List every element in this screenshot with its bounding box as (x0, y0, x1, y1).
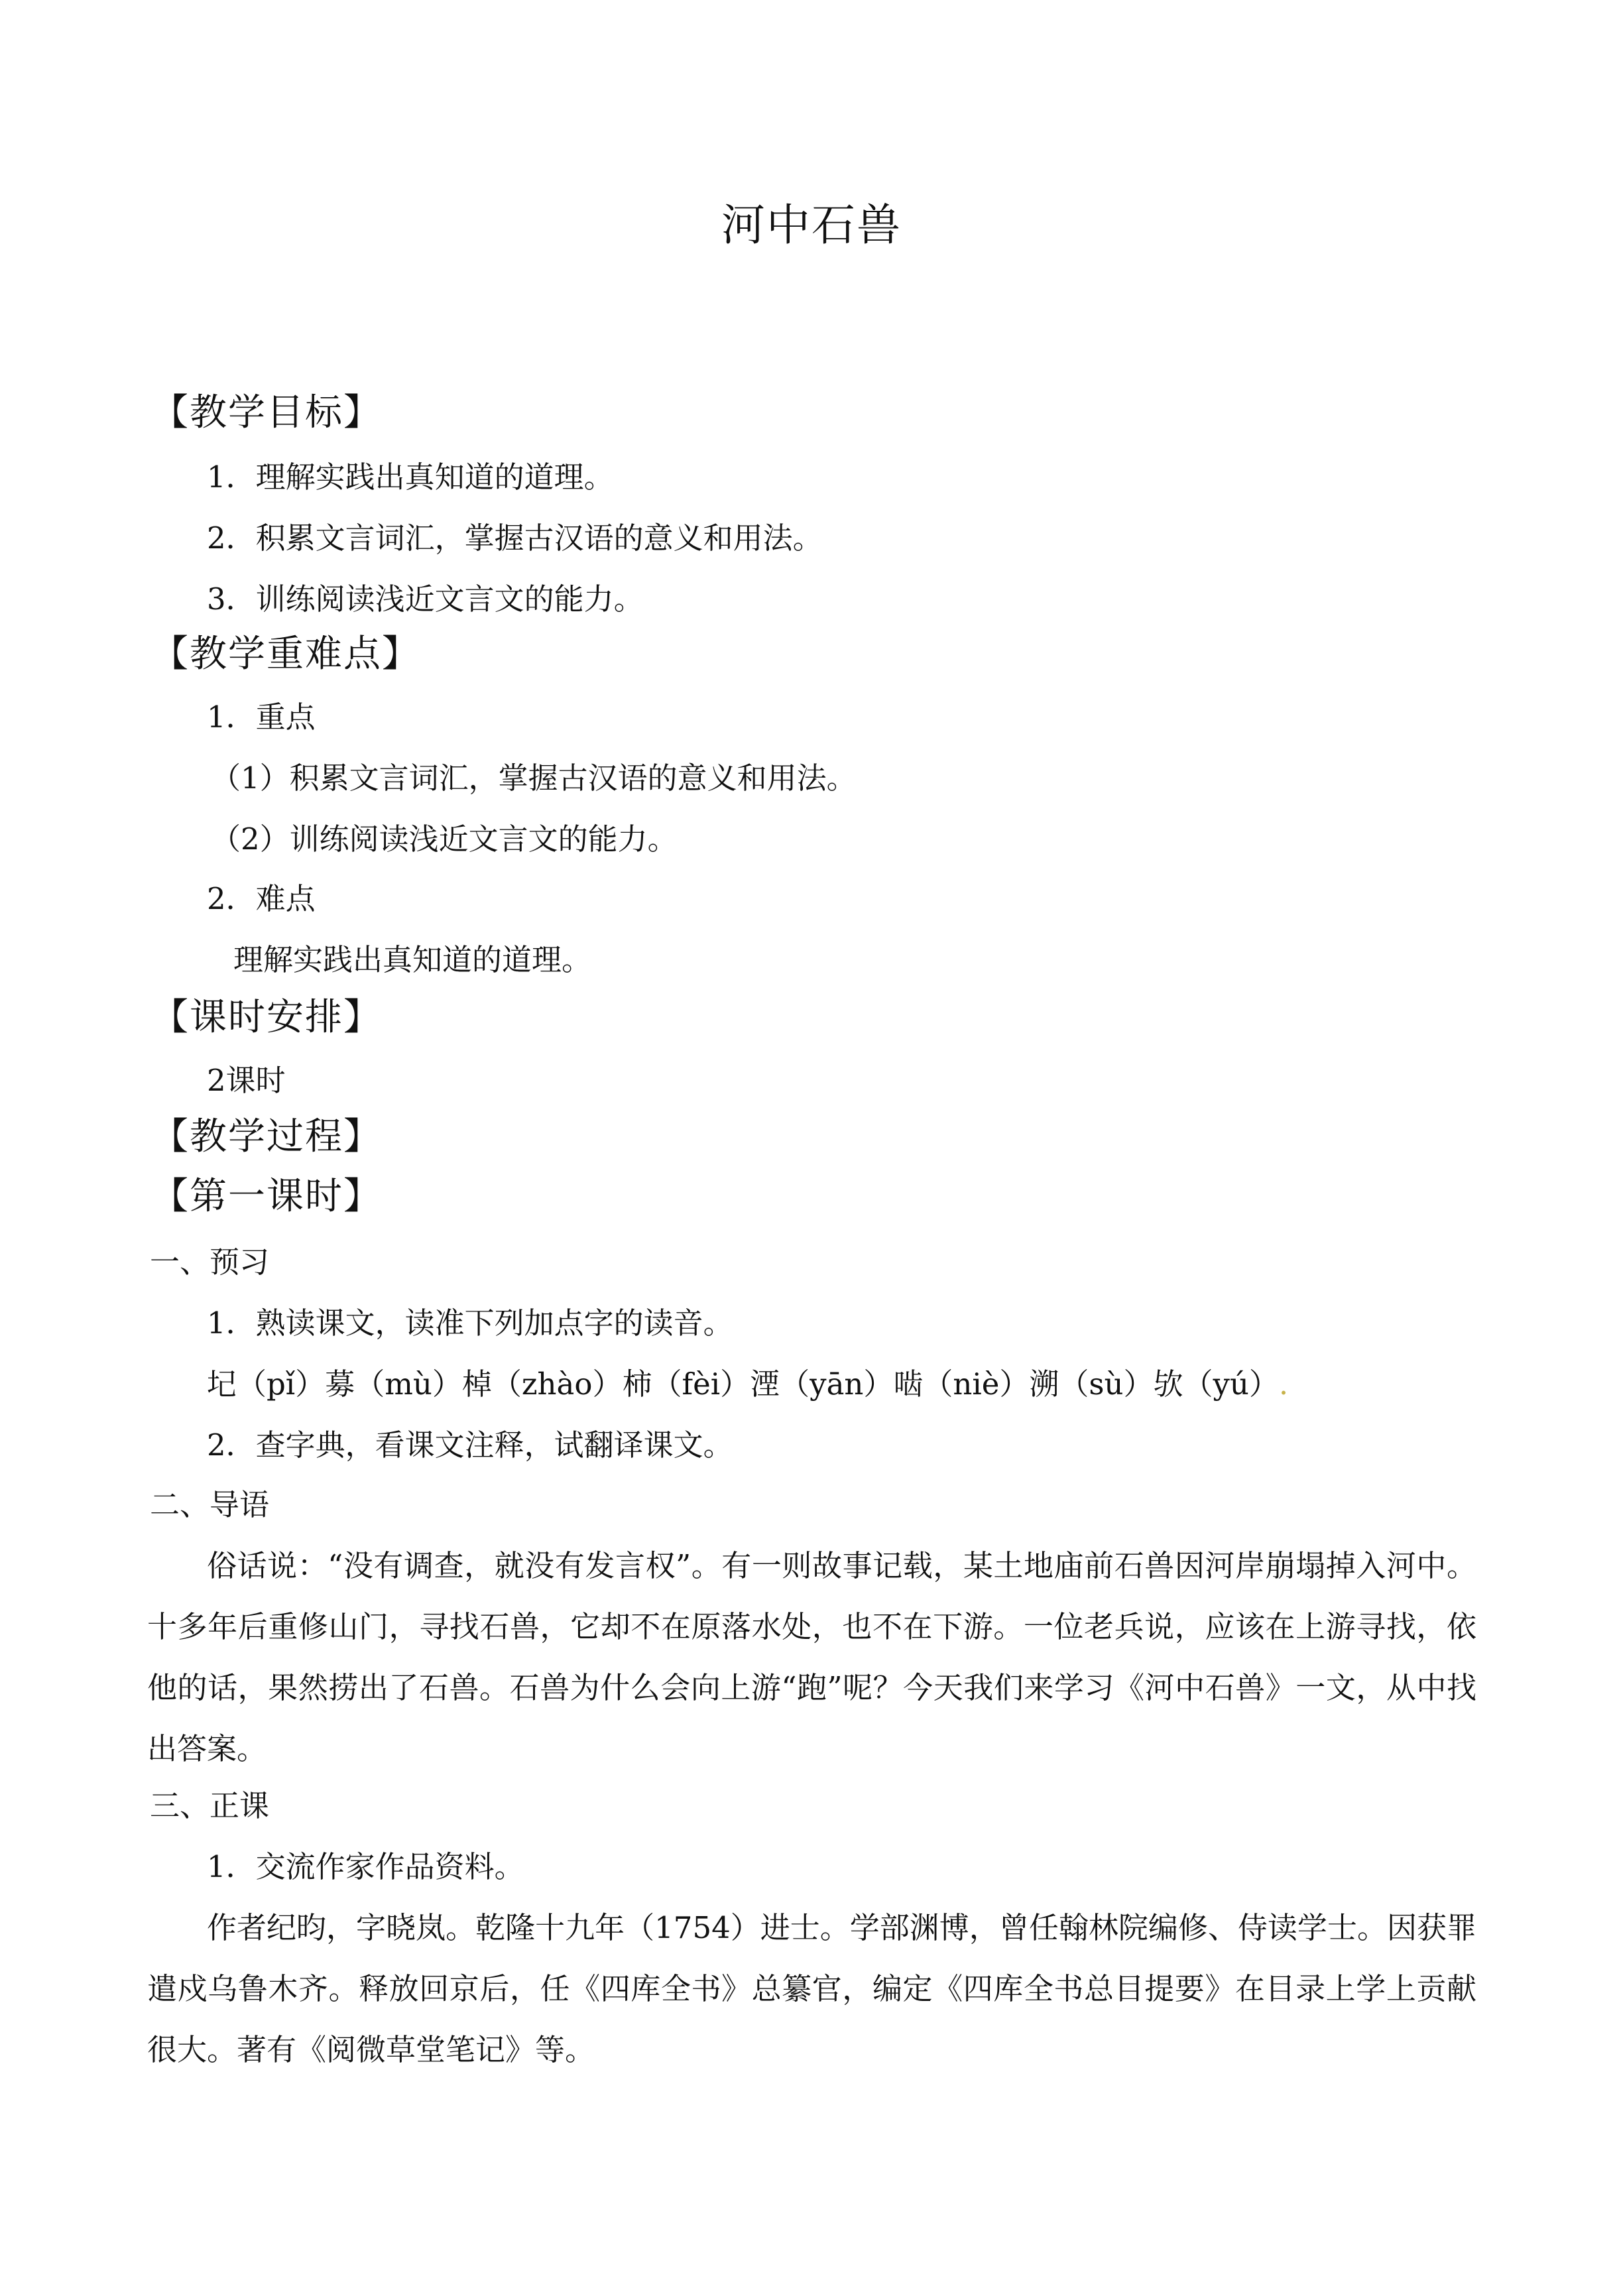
pronunciation-line (207, 1364, 1288, 1404)
intro-heading: 二、导语 (150, 1487, 270, 1522)
key-item-2: （2）训练阅读浅近文言文的能力。 (211, 821, 678, 857)
schedule-text: 2课时 (207, 1063, 286, 1098)
goal-item-1: 1．理解实践出真知道的道理。 (207, 459, 614, 495)
key-points-heading: 【教学重难点】 (151, 633, 420, 676)
author-paragraph: 作者纪昀，字晓岚。乾隆十九年（1754）进士。学部渊博，曾任翰林院编修、侍读学士。因获罪遣戍乌鲁木齐。释放回京后，任《四库全书》总纂官，编定《四库全书总目提要》在目录上学上贡献很大。著有《阅微草堂笔记》等。 (147, 1910, 1476, 2067)
pronunciation-end-mark: . (1278, 1366, 1289, 1402)
preview-item-1: 1．熟读课文，读准下列加点字的读音。 (207, 1305, 733, 1341)
preview-item-2: 2．查字典，看课文注释，试翻译课文。 (207, 1427, 733, 1463)
difficult-label: 2．难点 (207, 881, 316, 916)
document-title: 河中石兽 (721, 200, 902, 251)
key-item-1: （1）积累文言词汇，掌握古汉语的意义和用法。 (211, 760, 857, 796)
goals-heading: 【教学目标】 (151, 391, 382, 434)
pronunciation-text: 圮（pǐ）募（mù）棹（zhào）柿（fèi）湮（yān）啮（niè）溯（sù）欤（yú） (207, 1366, 1279, 1402)
intro-paragraph: 俗话说：“没有调查，就没有发言权”。有一则故事记载，某土地庙前石兽因河岸崩塌掉入河中。十多年后重修山门，寻找石兽，它却不在原落水处，也不在下游。一位老兵说，应该在上游寻找，依他的话，果然捞出了石兽。石兽为什么会向上游“跑”呢？今天我们来学习《河中石兽》一文，从中找出答案。 (147, 1548, 1476, 1766)
process-heading: 【教学过程】 (151, 1115, 382, 1158)
goal-item-2: 2．积累文言词汇，掌握古汉语的意义和用法。 (207, 520, 823, 556)
preview-heading: 一、预习 (150, 1244, 270, 1280)
key-label: 1．重点 (207, 699, 316, 735)
first-lesson-heading: 【第一课时】 (151, 1175, 382, 1218)
goal-item-3: 3．训练阅读浅近文言文的能力。 (207, 581, 644, 617)
difficult-text: 理解实践出真知道的道理。 (233, 942, 592, 977)
lesson-item-1: 1．交流作家作品资料。 (207, 1849, 524, 1884)
schedule-heading: 【课时安排】 (151, 996, 382, 1039)
lesson-heading: 三、正课 (150, 1788, 270, 1823)
